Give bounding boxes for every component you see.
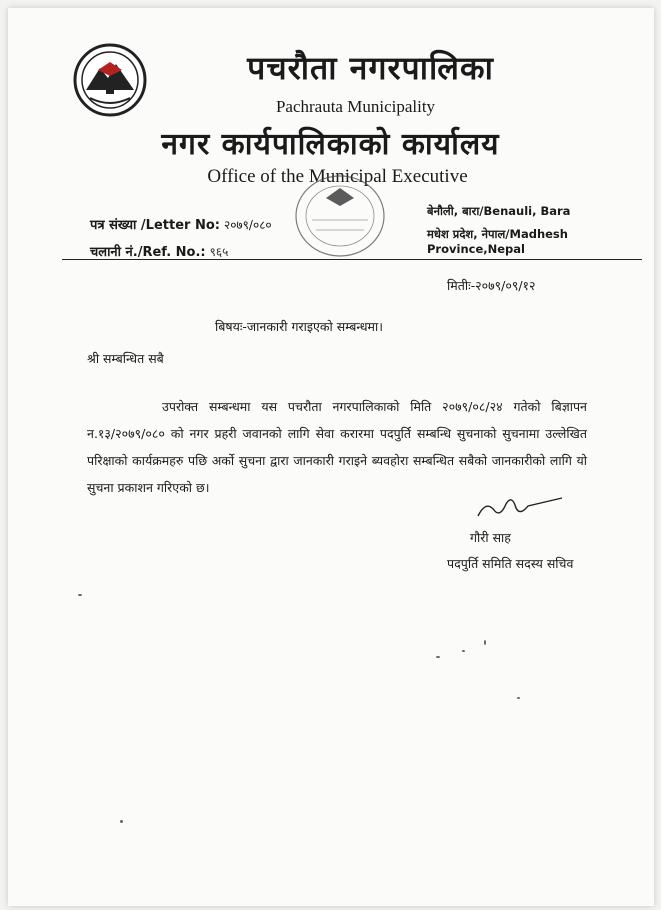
scan-speck	[120, 820, 123, 823]
office-name-english: Office of the Municipal Executive	[207, 166, 468, 187]
scan-speck	[517, 697, 520, 699]
signer-title: पदपुर्ति समिति सदस्य सचिव	[447, 556, 574, 571]
letter-number-label: पत्र संख्या /Letter No:	[90, 218, 220, 233]
address-line-2: मधेश प्रदेश, नेपाल/Madhesh Province,Nepal	[427, 227, 568, 256]
scan-speck	[484, 640, 486, 645]
signature-icon	[470, 490, 570, 526]
reference-number-value: ९६५	[209, 245, 229, 259]
signer-name: गौरी साह	[470, 530, 511, 545]
letter-body: उपरोक्त सम्बन्धमा यस पचरौता नगरपालिकाको मिति २०७९/०८/२४ गतेको बिज्ञापन न.१३/२०७९/०८० को नगर प्रहरी जवानको लागि सेवा करारमा पदपुर्ति सम्बन्धि सुचनाको सुचनामा उल्लेखित परिक्षाको कार्यक्रमहरु पछि अर्को सुचना द्वारा जानकारी गराइने ब्यवहोरा सम्बन्धित सबैको जानकारीको लागि यो सुचना प्रकाशन गरिएको छ।	[87, 399, 587, 495]
letter-number-value: २०७९/०८०	[223, 218, 272, 232]
address-line-1: बेनौली, बारा/Benauli, Bara	[427, 204, 571, 218]
letter-recipient: श्री सम्बन्धित सबै	[87, 351, 164, 366]
letter-subject: बिषयः-जानकारी गराइएको सम्बन्धमा।	[215, 319, 383, 334]
municipality-name-nepali: पचरौता नगरपालिका	[247, 49, 494, 87]
scan-speck	[78, 594, 82, 596]
office-name-nepali: नगर कार्यपालिकाको कार्यालय	[161, 127, 500, 162]
scan-speck	[462, 650, 465, 652]
letter-number	[90, 215, 272, 233]
municipality-name-english: Pachrauta Municipality	[275, 97, 436, 116]
reference-number-label: चलानी नं./Ref. No.:	[90, 245, 206, 260]
header-divider	[62, 259, 642, 260]
office-stamp-icon	[290, 170, 390, 262]
reference-number	[90, 242, 228, 260]
letter-date: मितीः-२०७९/०९/१२	[447, 278, 536, 293]
scan-speck	[436, 656, 440, 658]
